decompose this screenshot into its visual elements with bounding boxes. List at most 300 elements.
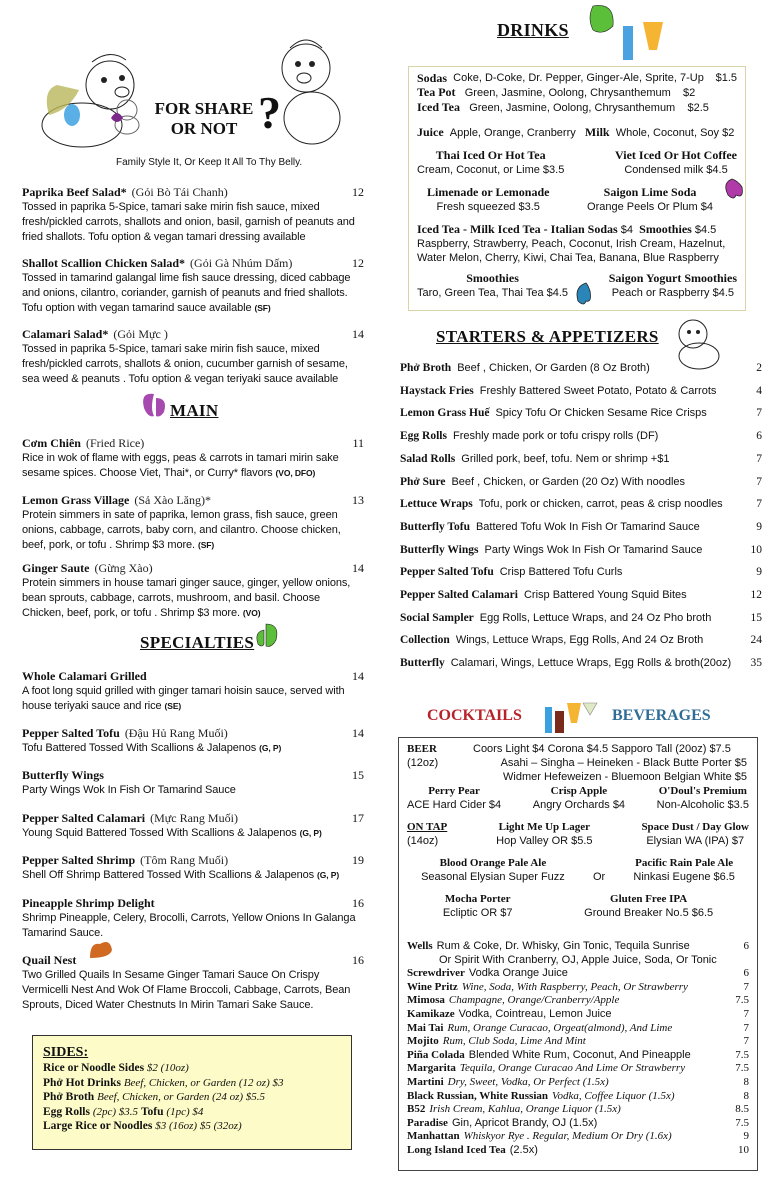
menu-item-description [22,200,364,246]
drink-italian-sodas [417,222,737,265]
tap-desc: Ecliptic OR $7 [442,907,513,919]
cocktail-name: Manhattan [407,1130,460,1143]
dietary-tag: (SF) [197,540,215,551]
menu-item-header [22,436,364,451]
drink-juice-milk [417,125,737,140]
starter-description: Spicy Tofu Or Chicken Sesame Rice Crisps [495,407,707,420]
menu-item-name: Whole Calamari Grilled [22,669,147,683]
drink-price: $1.5 [715,72,737,84]
starter-price: 4 [756,384,762,397]
cocktail-name: Wine Pritz [407,980,458,993]
menu-item-name: Butterfly Wings [22,768,104,782]
starter-price: 7 [756,407,762,420]
starter-description: Beef , Chicken, or Garden (20 Oz) With noodles [451,475,686,488]
drink-name: Smoothies [466,271,519,285]
starter-price: 9 [756,566,762,579]
cocktail-price: 6 [743,967,749,980]
dietary-tag: (VO) [242,608,261,619]
cocktail-price: 8.5 [735,1103,749,1116]
drink-desc: Taro, Green Tea, Thai Tea $4.5 [417,287,569,299]
drink-name: Iced Tea [417,100,461,114]
cocktail-price: 9 [743,1130,749,1143]
menu-item-description [22,508,364,554]
starter-description: Calamari, Wings, Lettuce Wraps, Egg Rolls & broth(20oz) [450,657,732,670]
side-name: Rice or Noodle Sides [43,1062,145,1074]
cocktail-description: Irish Cream, Kahlua, Orange Liquor (1.5x) [429,1103,621,1116]
drink-price: $2.5 [687,102,709,114]
starter-description: Wings, Lettuce Wraps, Egg Rolls, And 24 Oz Broth [455,634,704,647]
tap-name: Mocha Porter [444,893,511,905]
starter-name: Collection [400,634,450,647]
starter-name: Butterfly Wings [400,543,479,556]
starter-item [400,357,762,380]
menu-item [22,256,364,317]
menu-item-header [22,561,364,576]
cocktail-item [407,1049,749,1063]
drink-price: $4 [620,224,634,236]
menu-item-price: 15 [352,768,364,782]
menu-item [22,853,364,883]
drink-name: Limenade or Lemonade [427,185,550,199]
menu-item-header [22,493,364,508]
cocktail-name: Margarita [407,1062,456,1075]
starter-name: Egg Rolls [400,430,447,443]
starter-description: Egg Rolls, Lettuce Wraps, and 24 Oz Pho broth [479,611,712,624]
drink-desc: Apple, Orange, Cranberry [449,127,576,139]
cocktail-item [407,1130,749,1144]
small-pig-butterfly-illustration [105,92,145,137]
cocktail-description: Wine, Soda, With Raspberry, Peach, Or Strawberry [461,980,688,993]
cocktail-name: Long Island Iced Tea [407,1143,506,1156]
menu-item-header [22,185,364,200]
drink-name: Sodas [417,71,448,85]
on-tap-label: ON TAP [407,821,448,833]
starter-item [400,561,762,584]
drink-icedtea [417,100,737,115]
cocktail-description: Dry, Sweet, Vodka, Or Perfect (1.5x) [447,1075,609,1088]
tap-item [496,820,592,848]
drink-price: $2 [683,87,696,99]
starter-name: Phở Sure [400,475,446,488]
side-detail: $3 (16oz) $5 (32oz) [155,1120,242,1132]
starter-description: Crisp Battered Tofu Curls [499,566,623,579]
cocktail-item [407,940,749,954]
starter-item [400,607,762,630]
tap-desc: Ninkasi Eugene $6.5 [633,871,735,883]
menu-item-description [22,783,364,798]
starter-price: 2 [756,362,762,374]
menu-item-vietnamese-name: (Mực Rang Muối) [150,811,238,825]
drink-smoothies [417,271,568,300]
tap-desc: Ground Breaker No.5 $6.5 [584,907,714,919]
menu-item [22,669,364,714]
tagline: Family Style It, Or Keep It All To Thy Belly. [116,157,303,168]
menu-item-description [22,684,364,714]
starter-name: Social Sampler [400,611,474,624]
description-text: Young Squid Battered Tossed With Scallions & Jalapenos [22,827,297,839]
menu-item-header [22,669,364,684]
cocktail-price: 8 [743,1075,749,1088]
main-section-header: MAIN [170,401,219,420]
starter-name: Butterfly [400,657,445,670]
description-text: Tossed in paprika 5-Spice, tamari sake mirin fish sauce, mixed fresh/pickled carrots, shallots & onion, cucumber garnish of sesame, sea weed & peanuts . Tofu option & vegan teriyaki sauce available [22,343,348,386]
cocktail-item [407,1117,749,1131]
starter-item [400,584,762,607]
drinks-section-header: DRINKS [497,20,569,40]
side-name: Phở Hot Drinks [43,1076,121,1089]
side-row [43,1061,341,1076]
menu-item-description [22,576,364,622]
menu-item-vietnamese-name: (Gỏi Mực ) [113,327,168,341]
drink-thai-tea [417,148,564,177]
tap-name: Light Me Up Lager [498,821,591,833]
tap-size: (14oz) [407,835,439,847]
cocktail-name: Screwdriver [407,967,465,980]
menu-item [22,327,364,388]
drink-saigon-soda [587,185,713,214]
starter-item [400,516,762,539]
menu-item-vietnamese-name: (Sả Xào Lăng)* [134,493,211,507]
starter-price: 24 [750,634,762,647]
question-mark: ? [258,87,281,138]
menu-item [22,493,364,554]
menu-item-name: Pepper Salted Tofu [22,726,120,740]
cider-desc: ACE Hard Cider $4 [407,799,502,811]
cocktail-description: Champagne, Orange/Cranberry/Apple [448,994,620,1007]
description-text: A foot long squid grilled with ginger tamari hoisin sauce, served with house teriyaki sauce and rice [22,685,345,713]
starter-price: 9 [756,520,762,533]
menu-item-name: Lemon Grass Village [22,493,130,507]
menu-item-price: 17 [352,811,364,825]
cocktail-description: Vodka Orange Juice [468,967,568,980]
starter-price: 6 [756,430,762,443]
starter-description: Crisp Battered Young Squid Bites [523,589,687,601]
starter-price: 7 [756,498,762,511]
drink-viet-coffee [615,148,737,177]
menu-item [22,561,364,622]
starter-name: Salad Rolls [400,452,456,465]
butterfly-icon [250,620,282,652]
menu-item-description [22,741,364,756]
starter-description: Beef , Chicken, Or Garden (8 Oz Broth) [457,362,650,374]
drink-desc: Fresh squeezed $3.5 [436,201,540,213]
beverages-header: BEVERAGES [612,707,711,724]
menu-item-vietnamese-name: (Tôm Rang Muối) [140,853,229,867]
cocktail-description: Or Spirit With Cranberry, OJ, Apple Juice, Soda, Or Tonic [439,953,717,966]
menu-item-vietnamese-name: (Fried Rice) [85,436,145,450]
starter-item [400,629,762,652]
cocktail-item [407,967,749,981]
side-name: Phở Broth [43,1091,95,1103]
menu-item [22,185,364,246]
starter-item [400,493,762,516]
starter-price: 35 [750,657,762,670]
side-detail: $2 (10oz) [146,1062,189,1074]
cocktail-price: 7.5 [735,1062,749,1075]
menu-item-description [22,342,364,388]
menu-item-price: 16 [352,896,364,910]
cocktail-price: 7.5 [735,1048,749,1061]
description-text: Tofu Battered Tossed With Scallions & Jalapenos [22,742,257,754]
menu-item-price: 12 [352,256,364,270]
starter-price: 7 [756,452,762,465]
cider-desc: Non-Alcoholic $3.5 [656,799,749,811]
cocktail-description: Gin, Apricot Brandy, OJ (1.5x) [451,1116,598,1129]
cocktail-name: Mojito [407,1035,439,1048]
starter-price: 15 [750,611,762,624]
tap-name: Pacific Rain Pale Ale [635,857,734,869]
cocktail-name: Paradise [407,1116,448,1129]
menu-item [22,436,364,481]
cocktail-item [407,1144,749,1158]
side-detail: (1pc) $4 [166,1105,204,1118]
starters-section-header: STARTERS & APPETIZERS [436,327,659,346]
drink-yogurt-smoothies [609,271,737,300]
menu-item-header [22,811,364,826]
starter-name: Pepper Salted Tofu [400,566,494,579]
starter-description: Freshly Battered Sweet Potato, Potato & Carrots [479,384,717,397]
drink-name: Tea Pot [417,85,456,99]
cocktail-description: Rum & Coke, Dr. Whisky, Gin Tonic, Tequila Sunrise [436,940,690,952]
starter-name: Lemon Grass Huế [400,407,490,420]
dietary-tag: (G, P) [259,743,282,753]
drink-name: Smoothies [639,222,692,236]
menu-item-description [22,826,364,841]
drink-limenade [427,185,549,214]
menu-item-description [22,271,364,317]
cocktail-description: (2.5x) [509,1143,538,1156]
beer-line: Asahi – Singha – Heineken - Black Butte Porter $5 [500,757,747,769]
cocktail-price: 8 [743,1089,749,1102]
description-text: Tossed in tamarind galangal lime fish sauce dressing, diced cabbage and onions, cilantro, coriander, garnish of peanuts and fried shallots. Tofu option with vegan tamarind sauce available [22,272,351,315]
cocktail-description: Vodka, Coffee Liquor (1.5x) [552,1089,675,1102]
cider-name: Perry Pear [428,785,480,797]
drink-name: Saigon Yogurt Smoothies [608,271,737,285]
menu-item-name: Calamari Salad* [22,327,109,341]
tap-item [443,892,513,920]
cider-item [533,784,625,812]
cocktail-price: 7.5 [735,994,749,1007]
cocktail-name: Mimosa [407,994,445,1007]
cocktail-price: 7 [743,1021,749,1034]
starter-description: Grilled pork, beef, tofu. Nem or shrimp +$1 [461,452,670,465]
starter-item [400,652,762,675]
side-detail: Beef, Chicken, or Garden (24 oz) $5.5 [97,1091,266,1103]
menu-item-header [22,953,364,968]
cider-name: O'Doul's Premium [658,785,747,797]
cocktail-item [407,1035,749,1049]
cocktail-name: Wells [407,940,433,952]
starter-description: Freshly made pork or tofu crispy rolls (DF) [452,430,659,443]
tap-desc: Seasonal Elysian Super Fuzz [421,871,565,883]
description-text: Protein simmers in house tamari ginger sauce, ginger, yellow onions, bean sprouts, cabbage, carrots, mushroom, and basil. Choose Chicken, beef, pork, or tofu . Shrimp $3 more. [22,577,351,620]
menu-item [22,768,364,798]
cocktail-description: Vodka, Cointreau, Lemon Juice [458,1007,612,1020]
side-detail: (2pc) $3.5 [92,1105,139,1118]
menu-item-description [22,868,364,883]
description-text: Tossed in paprika 5-Spice, tamari sake mirin fish sauce, mixed fresh/pickled carrots, shallots and onion, basil, garnish of peanuts and fried shallots. Tofu option & vegan tamari dressing available [22,201,355,244]
butterfly-icon [86,938,114,964]
page-title [150,99,258,139]
side-row [43,1090,341,1105]
menu-item-header [22,896,364,911]
sides-box [32,1035,352,1150]
cocktail-description: Rum, Club Soda, Lime And Mint [442,1035,586,1048]
starter-name: Butterfly Tofu [400,520,470,533]
menu-item [22,811,364,841]
menu-item-name: Pepper Salted Shrimp [22,853,136,867]
menu-item-price: 14 [352,561,364,575]
cocktail-item [407,954,749,968]
starter-name: Pepper Salted Calamari [400,589,518,601]
menu-item-price: 13 [352,493,364,507]
starter-name: Haystack Fries [400,384,474,397]
menu-item-name: Ginger Saute [22,561,90,575]
beer-line: Widmer Hefeweizen - Bluemoon Belgian White $5 [503,771,747,783]
menu-item-header [22,256,364,271]
starter-item [400,402,762,425]
cocktail-description: Tequila, Orange Curacao And Lime Or Strawberry [459,1062,686,1075]
beer-size: (12oz) [407,757,439,769]
butterfly-icon [140,390,170,422]
menu-item-name: Pepper Salted Calamari [22,811,146,825]
cider-name: Crisp Apple [550,785,608,797]
title-line-1: FOR SHARE [154,99,254,118]
cocktail-item [407,1062,749,1076]
drink-price: $4.5 [694,224,717,236]
title-line-2: OR NOT [170,119,238,138]
menu-item-name: Cơm Chiên [22,436,81,450]
drink-name: Milk [584,125,610,139]
cocktail-item [407,1103,749,1117]
side-detail: Beef, Chicken, or Garden (12 oz) $3 [123,1076,284,1089]
butterfly-icon [574,281,596,307]
menu-item-price: 14 [352,669,364,683]
butterfly-icon [722,177,744,203]
menu-item-description [22,968,364,1014]
starter-price: 10 [750,543,762,556]
tap-item [641,820,749,848]
menu-item-vietnamese-name: (Gừng Xào) [94,561,153,575]
beverages-box [398,737,758,1171]
description-text: Party Wings Wok In Fish Or Tamarind Sauce [22,784,236,796]
drink-desc: Coke, D-Coke, Dr. Pepper, Ginger-Ale, Sprite, 7-Up [453,72,704,84]
menu-item-price: 19 [352,853,364,867]
drink-name: Viet Iced Or Hot Coffee [615,148,737,162]
drink-teapot [417,85,737,100]
tap-name: Space Dust / Day Glow [641,821,749,833]
dietary-tag: (G, P) [299,828,322,838]
tap-name: Blood Orange Pale Ale [439,857,547,869]
menu-item-name: Paprika Beef Salad* [22,185,127,199]
menu-item-vietnamese-name: (Gỏi Gà Nhúm Dấm) [190,256,293,270]
description-text: Two Grilled Quails In Sesame Ginger Tamari Sauce On Crispy Vermicelli Nest And Wok Of Flame Broccoli, Cabbage, Carrots, Bean Sprouts, Diced Water Chestnuts In Mirin Tamari Sake Sauce. [22,969,351,1012]
starter-name: Lettuce Wraps [400,498,473,511]
cocktail-name: Martini [407,1075,444,1088]
cocktail-price: 7 [743,1007,749,1020]
menu-item-name: Pineapple Shrimp Delight [22,896,155,910]
tap-desc: Elysian WA (IPA) $7 [646,835,745,847]
menu-item-price: 12 [352,185,364,199]
menu-item-price: 16 [352,953,364,967]
cocktail-name: Black Russian, White Russian [407,1089,549,1102]
description-text: Protein simmers in sate of paprika, lemon grass, fish sauce, green onions, cabbage, carrots, baby corn, and cilantro. Choose chicken, beef, pork, or tofu . Shrimp $3 more. [22,509,341,552]
side-name: Egg Rolls [43,1105,90,1118]
cocktail-price: 7.5 [735,1116,749,1129]
cocktail-item [407,1076,749,1090]
drink-name: Saigon Lime Soda [603,185,697,199]
cocktail-item [407,1008,749,1022]
description-text: Shell Off Shrimp Battered Tossed With Scallions & Jalapenos [22,869,315,881]
cocktail-name: Mai Tai [407,1021,444,1034]
drink-desc: Green, Jasmine, Oolong, Chrysanthemum [464,87,671,99]
drink-desc: Condensed milk $4.5 [624,164,728,176]
cocktail-glasses-illustration [543,685,603,735]
cocktail-description: Rum, Orange Curacao, Orgeat(almond), And Lime [447,1021,673,1034]
tap-item [421,856,565,884]
menu-item-vietnamese-name: (Đậu Hủ Rang Muối) [124,726,228,740]
sides-title: SIDES: [43,1045,89,1060]
cocktail-price: 7 [743,980,749,993]
drinks-box [408,66,746,311]
cider-desc: Angry Orchards $4 [532,799,626,811]
side-name: Large Rice or Noodles [43,1120,153,1132]
starter-name: Phở Broth [400,362,452,374]
drink-name: Thai Iced Or Hot Tea [435,148,546,162]
starter-description: Battered Tofu Wok In Fish Or Tamarind Sauce [475,520,700,533]
side-row [43,1105,341,1120]
drinks-butterfly-glasses-illustration [585,2,675,62]
side-name: Tofu [140,1105,164,1118]
cocktails-header: COCKTAILS [427,707,522,724]
dietary-tag: (G, P) [317,870,340,880]
menu-item-header [22,853,364,868]
cocktail-item [407,994,749,1008]
drink-name: Juice [417,125,444,139]
starter-price: 12 [750,589,762,601]
menu-item-price: 14 [352,327,364,341]
dietary-tag: (SE) [164,701,182,712]
cocktail-price: 7 [743,1035,749,1048]
menu-item [22,953,364,1014]
menu-item-description [22,911,364,941]
specialties-section-header: SPECIALTIES [140,633,255,652]
drink-desc: Orange Peels Or Plum $4 [587,201,713,213]
starter-item [400,471,762,494]
or-label: Or [592,871,606,883]
menu-item-name: Quail Nest [22,953,77,967]
cocktail-name: B52 [407,1103,426,1116]
cocktail-description: Whiskyor Rye . Regular, Medium Or Dry (1.6x) [463,1130,672,1143]
cocktail-name: Kamikaze [407,1007,455,1020]
menu-item-header [22,768,364,783]
cider-item [657,784,749,812]
description-text: Rice in wok of flame with eggs, peas & carrots in tamari mirin sake sesame spices. Choose Viet, Thai*, or Curry* flavors [22,452,339,480]
menu-item-price: 11 [352,436,364,450]
cocktail-item [407,1090,749,1104]
drink-desc: Raspberry, Strawberry, Peach, Coconut, Irish Cream, Hazelnut, Water Melon, Cherry, Kiwi, Chai Tea, Banana, Blue Raspberry [417,238,726,264]
cocktail-description: Blended White Rum, Coconut, And Pineapple [468,1048,691,1061]
dietary-tag: (SF) [254,303,271,314]
menu-item-header [22,726,364,741]
starter-description: Tofu, pork or chicken, carrot, peas & crisp noodles [478,498,723,511]
starter-item [400,380,762,403]
cocktail-item [407,981,749,995]
drink-desc: Cream, Coconut, or Lime $3.5 [417,164,565,176]
side-row [43,1076,341,1091]
drink-desc: Green, Jasmine, Oolong, Chrysanthemum [469,102,676,114]
drink-name: Iced Tea - Milk Iced Tea - Italian Sodas [417,222,618,236]
